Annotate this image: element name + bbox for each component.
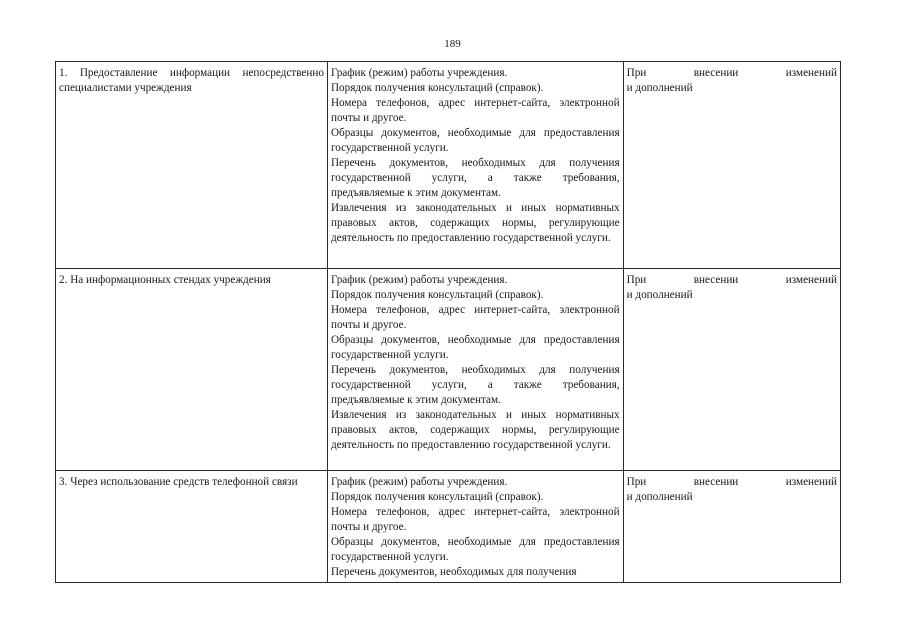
update-word: внесении (693, 67, 739, 79)
content-item: Перечень документов, необходимых для получения государственной услуги, а также требования, предъявляемые к этим документам. (330, 364, 620, 406)
table-row (56, 269, 841, 471)
update-word: внесении (693, 476, 739, 488)
update-period-cell (623, 269, 840, 471)
info-method-text: 1. Предоставление информации непосредственно специалистами учреждения (59, 67, 324, 94)
update-word: При (626, 67, 647, 79)
content-item: График (режим) работы учреждения. (330, 67, 508, 79)
content-item: Образцы документов, необходимые для предоставления государственной услуги. (330, 334, 620, 361)
content-item: Извлечения из законодательных и иных нормативных правовых актов, содержащих нормы, регулирующие деятельность по предоставлению государственной услуги. (330, 409, 620, 451)
update-period-line (627, 66, 837, 81)
content-item: Номера телефонов, адрес интернет-сайта, электронной почты и другое. (330, 304, 620, 331)
content-item: Перечень документов, необходимых для получения (330, 566, 577, 578)
update-period-tail: и дополнений (626, 491, 693, 503)
content-item: Номера телефонов, адрес интернет-сайта, электронной почты и другое. (330, 97, 620, 124)
content-item: Перечень документов, необходимых для получения государственной услуги, а также требования, предъявляемые к этим документам. (330, 157, 620, 199)
update-word: изменений (785, 476, 837, 488)
info-method-text: 3. Через использование средств телефонной связи (59, 476, 298, 488)
info-method-cell (56, 62, 328, 269)
content-item: Порядок получения консультаций (справок). (330, 289, 544, 301)
information-table (55, 61, 841, 583)
update-word: При (626, 274, 647, 286)
info-method-cell (56, 471, 328, 583)
page-number: 189 (444, 38, 461, 50)
update-word: изменений (785, 67, 837, 79)
content-item: График (режим) работы учреждения. (330, 476, 508, 488)
content-item: Образцы документов, необходимые для предоставления государственной услуги. (330, 536, 620, 563)
info-content-cell (327, 62, 623, 269)
update-period-tail: и дополнений (626, 289, 693, 301)
content-item: Извлечения из законодательных и иных нормативных правовых актов, содержащих нормы, регулирующие деятельность по предоставлению государственной услуги. (330, 202, 620, 244)
content-item: Образцы документов, необходимые для предоставления государственной услуги. (330, 127, 620, 154)
update-period-line (627, 273, 837, 288)
info-content-cell (327, 471, 623, 583)
content-item: Номера телефонов, адрес интернет-сайта, электронной почты и другое. (330, 506, 620, 533)
info-method-text: 2. На информационных стендах учреждения (59, 274, 271, 286)
content-item: Порядок получения консультаций (справок). (330, 491, 544, 503)
update-period-cell (623, 62, 840, 269)
table-row (56, 62, 841, 269)
content-item: Порядок получения консультаций (справок). (330, 82, 544, 94)
info-method-cell (56, 269, 328, 471)
update-period-cell (623, 471, 840, 583)
update-period-tail: и дополнений (626, 82, 693, 94)
update-word: изменений (785, 274, 837, 286)
update-word: внесении (693, 274, 739, 286)
content-item: График (режим) работы учреждения. (330, 274, 508, 286)
update-period-line (627, 475, 837, 490)
update-word: При (626, 476, 647, 488)
table-row (56, 471, 841, 583)
info-content-cell (327, 269, 623, 471)
